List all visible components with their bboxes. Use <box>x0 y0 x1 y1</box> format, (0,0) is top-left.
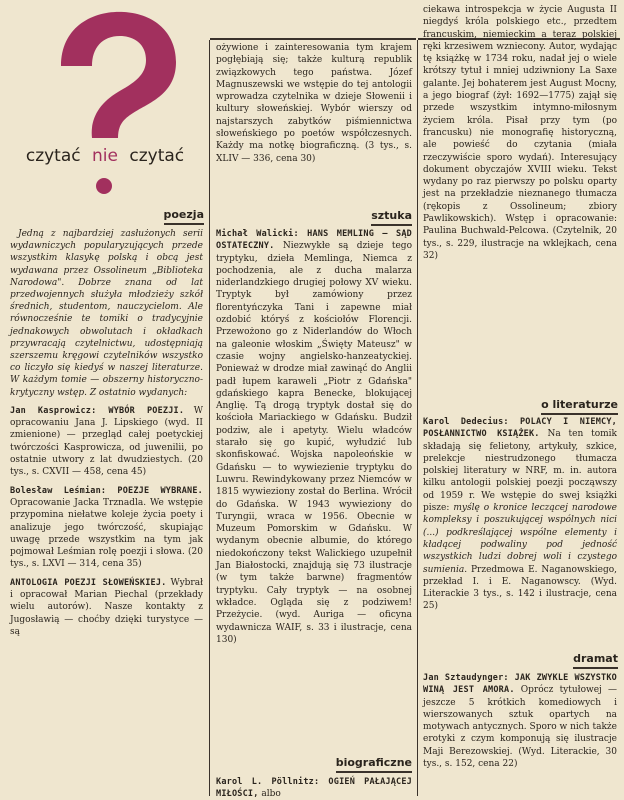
antologia-continued: ożywione i zainteresowania tym krajem pogłębiają się; także kulturą republik związkowych tego państwa. Józef Magnuszewski we wstępie do tej antologii wprowadza czytelnika w dzieje Słowenii i kultury słoweńskiej. Wybór wierszy od najstarszych zabytków piśmiennictwa słoweńskiego po poetów współczesnych. Każdy ma notkę biograficzną. (3 tys., s. XLIV — 336, cena 30) <box>216 43 412 164</box>
review-body: Niezwykłe są dzieje tego tryptyku, dzieła Memlinga, Niemca z pochodzenia, ale z ducha malarza niderlandzkiego drugiej połowy XV wieku. Tryptyk był zamówiony przez florentyńczyka Tani i zapewne miał ozdobić któryś z kościołów Florencji. Przewożono go z Niderlandów do Włoch na galeonie włoskim „Święty Mateusz" w czasie wojny angielsko-hanzeatyckiej. Ponieważ w drodze miał zawinąć do Anglii padł łupem karaweli „Piotr z Gdańska" gdańskiego kapra Benecke, blokującej Anglię. Tą drogą tryptyk dostał się do kościoła Mariackiego w Gdańsku. Budził podziw, ale i apetyty. Wielu władców starało się go kupić, wyłudzić lub skonfiskować. Wojska napoleońskie w Gdańsku — to wywiezienie tryptyku do Luwru. Rewindykowany przez Niemców w 1815 wywieziony został do Berlina. Wrócił do Gdańska. W 1943 wywieziony do Turyngii, wraca w 1956. Obecnie w Muzeum Pomorskim w Gdańsku. W wydanym obecnie albumie, do którego niedokończony tekst Walickiego uzupełnił Jan Białostocki, znajdują się 73 ilustracje (w tym także barwne) fragmentów tryptyku. Cały tryptyk — na osobnej wkładce. Ogląda się z podziwem! Przeżycie. (wyd. Auriga — oficyna wydawnicza WAIF, s. 33 i ilustracje, cena 130) <box>216 241 412 645</box>
review-body: Opracowanie Jacka Trznadla. We wstępie przypomina niełatwe koleje życia poety i analizuje jego twórczość, skupiając uwagę przede wszystkim na tym jak pojmował Leśmian rolę poezji i słowa. (20 tys., s. LXVI — 314, cena 35) <box>10 497 203 570</box>
review-sztaudynger <box>423 672 617 770</box>
review-body: Wybrał i opracował Marian Piechal (przekłady wielu autorów). Nasze kontakty z Jugosławią — choćby dzięki turystyce — są <box>10 577 203 637</box>
column-2-text <box>216 42 412 165</box>
column-1-text <box>10 228 203 638</box>
review-heading: Karol Dedecius: POLACY I NIEMCY, POSŁANNICTWO KSIĄŻEK. <box>423 417 617 440</box>
column-3-text <box>423 4 617 262</box>
logo-word-czytac: czytać <box>25 146 81 166</box>
section-sztuka: sztuka <box>214 209 412 226</box>
logo-word-czytac-2: czytać <box>129 146 185 166</box>
column-divider-2 <box>417 40 418 796</box>
review-kasprowicz <box>10 405 203 479</box>
review-heading: Jan Sztaudynger: JAK ZWYKLE WSZYSTKO WINĄ JEST AMORA. <box>423 673 617 696</box>
review-heading: Bolesław Leśmian: POEZJE WYBRANE. <box>10 485 203 496</box>
section-poezja: poezja <box>8 208 204 225</box>
question-mark-logo <box>6 4 204 194</box>
review-heading: ANTOLOGIA POEZJI SŁOWEŃSKIEJ. <box>10 577 167 588</box>
column-2-bio <box>216 776 412 800</box>
review-heading: Karol L. Pöllnitz: OGIEŃ PAŁAJĄCEJ MIŁOŚCI, <box>216 777 412 800</box>
review-body: Oprócz tytułowej — jeszcze 5 krótkich komediowych i wierszowanych sztuk opartych na motywach antycznych. Sporo w nich także erotyki z czym komponują się ilustracje Maji Berezowskiej. (Wyd. Literackie, 30 tys., s. 152, cena 22) <box>423 685 617 770</box>
section-o-literaturze: o literaturze <box>422 398 618 415</box>
column-3-literatura <box>423 416 617 613</box>
review-quote: myślę o kronice leczącej narodowe kompleksy i poszukującej wspólnych nici (...) podkreślającej wspólne elementy i kładącej podwaliny pod jedność wszystkich ludzi dobrej woli i czystego sumienia. <box>423 503 617 575</box>
section-dramat: dramat <box>422 652 618 669</box>
review-body: W opracowaniu Jana J. Lipskiego (wyd. II zmienione) — przegląd całej poetyckiej twórczości Kasprowicza, od juwenilii, po ostatnie utwory z lat dwudziestych. (20 tys., s. CXVII — 458, cena 45) <box>10 405 203 478</box>
top-rule-col2 <box>210 38 416 40</box>
review-body: albo <box>261 789 281 800</box>
pollnitz-continued: ciekawa introspekcja w życie Augusta II niegdyś króla polskiego etc., przedtem francuskim, niemieckim a teraz polskiej ręki krzesiwem wzniecony. Autor, wydając tę książkę w 1734 roku, nadał jej o wiele krótszy tytuł i mniej udziwniony La Saxe galante. Jej bohaterem jest August Mocny, a jego biograf (żył: 1692—1775) zajął się przede wszystkim intymno-miłosnym życiem króla. Pisał przy tym (po francusku) nie monografię historyczną, ale powieść do czytania (miała rzeczywiście sporo wydań). Interesujący dokument obyczajów XVIII wieku. Tekst wydany po raz pierwszy po polsku oparty jest na przekładzie nieznanego tłumacza (rękopis z Ossolineum; zbiory Pawlikowskich). Wstęp i opracowanie: Paulina Buchwald-Pelcowa. (Czytelnik, 20 tys., s. 229, ilustracje na wklejkach, cena 32) <box>423 5 617 261</box>
review-pollnitz <box>216 776 412 800</box>
review-body: Przedmowa E. Naganowskiego, przekład I. i E. Naganowscy. (Wyd. Literackie 3 tys., s. 142 i ilustracje, cena 25) <box>423 564 617 612</box>
review-memling <box>216 228 412 646</box>
intro-paragraph: Jedną z najbardziej zasłużonych serii wydawniczych popularyzujących przede wszystkim klasykę polską i obcą jest wydawana przez Ossolineum „Biblioteka Narodowa". Dobrze znana od lat przedwojennych służyła młodzieży szkół średnich, studentom, nauczycielom. Ale równocześnie te tomiki o tradycyjnie jednakowych obwolutach i okładkach przywracają czytelnictwu, udostępniają szerszemu kręgowi czytelników wszystko co liczyło się kiedyś w naszej literaturze. W każdym tomie — obszerny historyczno-krytyczny wstęp. Z ostatnio wydanych: <box>10 229 203 398</box>
section-biograficzne: biograficzne <box>214 756 412 773</box>
review-heading: Michał Walicki: HANS MEMLING — SĄD OSTATECZNY. <box>216 229 412 252</box>
review-dedecius <box>423 416 617 613</box>
logo-word-nie: nie <box>92 146 118 166</box>
review-heading: Jan Kasprowicz: WYBÓR POEZJI. <box>10 405 185 416</box>
column-divider-1 <box>209 40 210 796</box>
review-lesmian <box>10 485 203 571</box>
column-3-dramat <box>423 672 617 770</box>
column-2-sztuka <box>216 228 412 646</box>
review-body: Na ten tomik składają się felietony, artykuły, szkice, prelekcje niestrudzonego tłumacza polskiej literatury w NRF, m. in. autora kilku antologii polskiej poezji począwszy od 1959 r. We wstępie do swej książki pisze: <box>423 429 617 514</box>
review-antologia <box>10 577 203 638</box>
